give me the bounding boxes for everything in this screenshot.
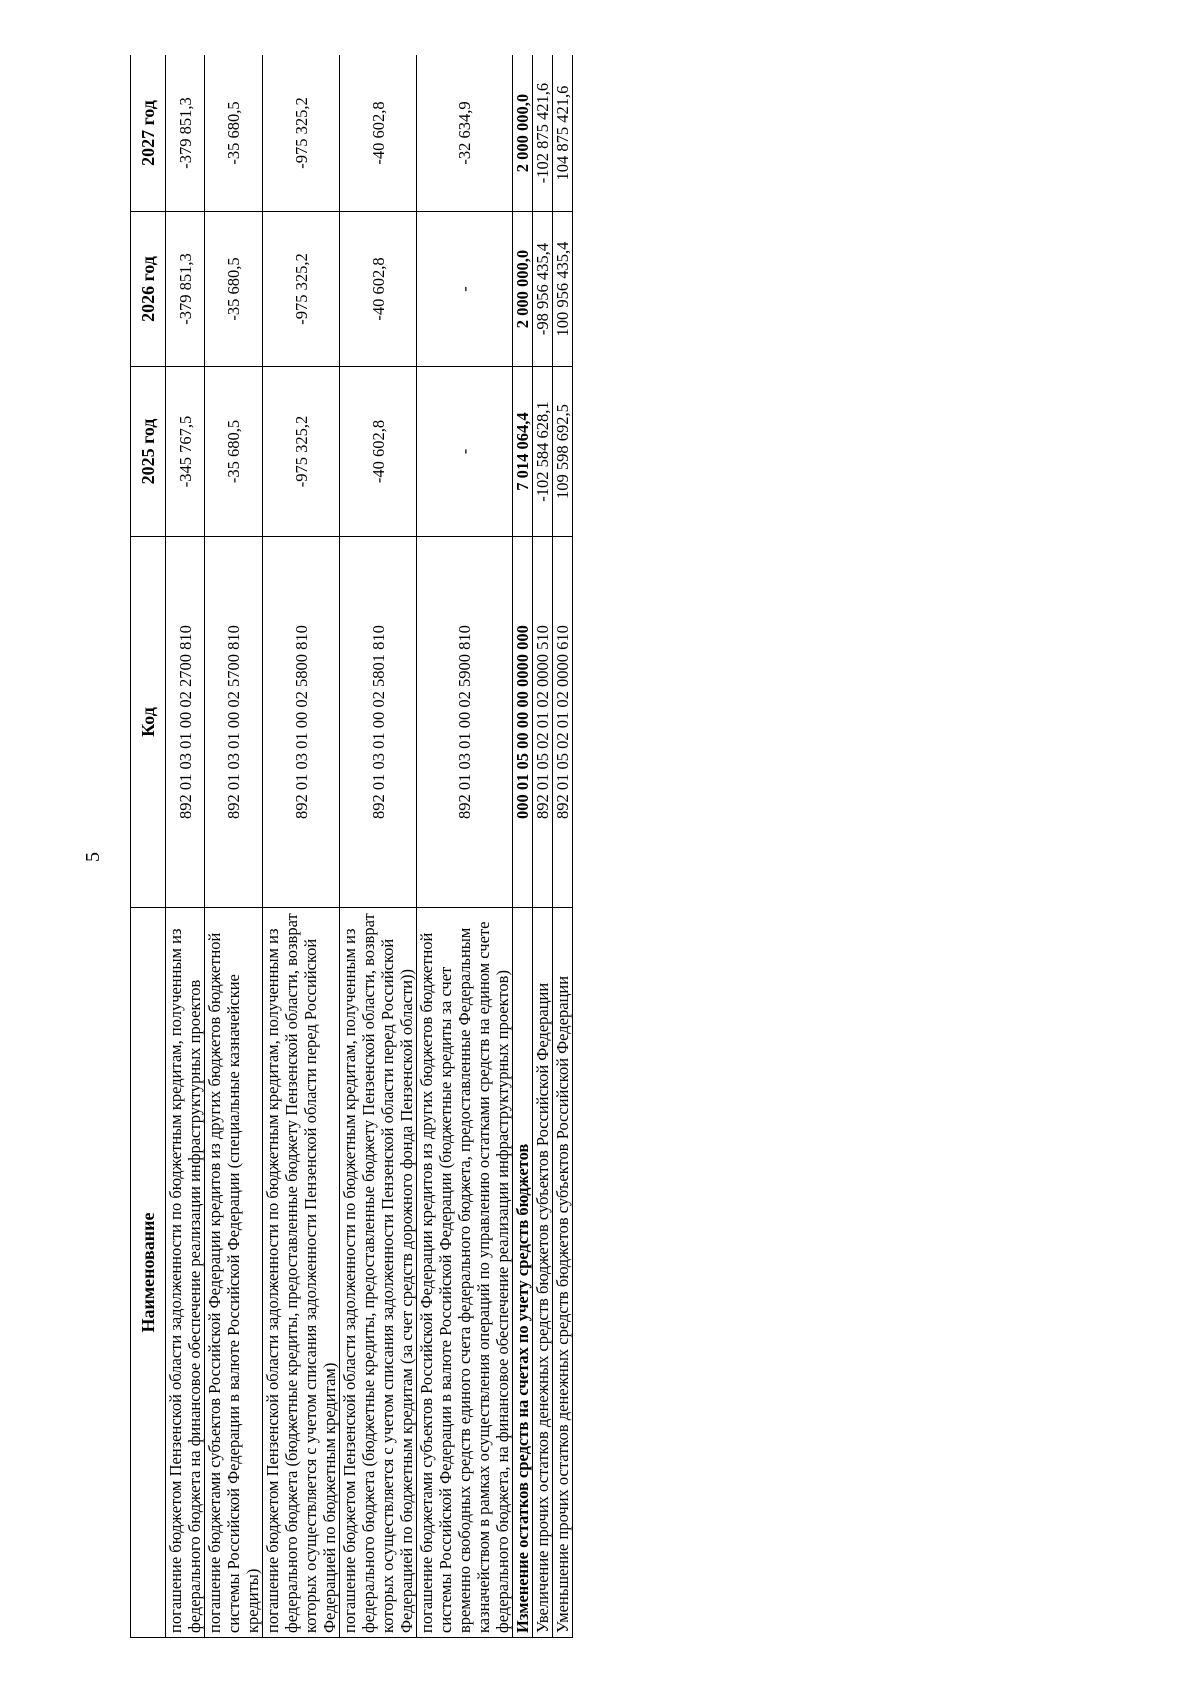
header-name: Наименование bbox=[131, 908, 166, 1638]
row-code-cell: 892 01 03 01 00 02 5801 810 bbox=[340, 537, 417, 908]
row-name-cell: Увеличение прочих остатков денежных средств бюджетов субъектов Российской Федерации bbox=[533, 908, 553, 1638]
budget-sources-table bbox=[130, 55, 573, 1638]
table-row bbox=[553, 55, 573, 1638]
header-year-2027: 2027 год bbox=[131, 55, 166, 212]
header-code: Код bbox=[131, 537, 166, 908]
row-value-2025: -345 767,5 bbox=[166, 367, 205, 537]
table-row bbox=[417, 55, 513, 1638]
row-value-2026: - bbox=[417, 212, 513, 367]
row-name-cell: Уменьшение прочих остатков денежных средств бюджетов субъектов Российской Федерации bbox=[553, 908, 573, 1638]
page-number: 5 bbox=[82, 852, 104, 862]
row-name-cell: погашение бюджетом Пензенской области задолженности по бюджетным кредитам, полученным из федерального бюджета на финансовое обеспечение реализации инфраструктурных проектов bbox=[166, 908, 205, 1638]
row-name-cell: погашение бюджетом Пензенской области задолженности по бюджетным кредитам, полученным из федерального бюджета (бюджетные кредиты, предоставленные бюджету Пензенской области, возврат которых осуществляется с учетом списания задолженности Пензенской области перед Российской Федерацией по бюджетным кредитам (за счет средств дорожного фонда Пензенской области)) bbox=[340, 908, 417, 1638]
row-value-2027: -32 634,9 bbox=[417, 55, 513, 212]
header-year-2026: 2026 год bbox=[131, 212, 166, 367]
row-value-2025: -975 325,2 bbox=[263, 367, 340, 537]
row-value-2027: 104 875 421,6 bbox=[553, 55, 573, 212]
row-name-cell: Изменение остатков средств на счетах по учету средств бюджетов bbox=[513, 908, 533, 1638]
row-value-2027: -975 325,2 bbox=[263, 55, 340, 212]
row-code-cell: 892 01 03 01 00 02 5800 810 bbox=[263, 537, 340, 908]
row-code-cell: 892 01 03 01 00 02 5900 810 bbox=[417, 537, 513, 908]
table-row bbox=[340, 55, 417, 1638]
row-value-2026: -379 851,3 bbox=[166, 212, 205, 367]
table-row bbox=[533, 55, 553, 1638]
table-row bbox=[205, 55, 263, 1638]
row-value-2027: -379 851,3 bbox=[166, 55, 205, 212]
row-name-cell: погашение бюджетами субъектов Российской Федерации кредитов из других бюджетов бюджетной системы Российской Федерации в валюте Российской Федерации (специальные казначейские кредиты) bbox=[205, 908, 263, 1638]
row-value-2026: -98 956 435,4 bbox=[533, 212, 553, 367]
table-row bbox=[166, 55, 205, 1638]
row-value-2025: 7 014 064,4 bbox=[513, 367, 533, 537]
table-row bbox=[513, 55, 533, 1638]
row-code-cell: 892 01 03 01 00 02 5700 810 bbox=[205, 537, 263, 908]
row-code-cell: 892 01 03 01 00 02 2700 810 bbox=[166, 537, 205, 908]
row-value-2026: -975 325,2 bbox=[263, 212, 340, 367]
header-year-2025: 2025 год bbox=[131, 367, 166, 537]
row-value-2027: -102 875 421,6 bbox=[533, 55, 553, 212]
row-code-cell: 892 01 05 02 01 02 0000 610 bbox=[553, 537, 573, 908]
row-code-cell: 000 01 05 00 00 00 0000 000 bbox=[513, 537, 533, 908]
budget-table-container bbox=[130, 55, 1058, 1638]
table-row bbox=[263, 55, 340, 1638]
row-value-2026: -40 602,8 bbox=[340, 212, 417, 367]
row-value-2027: -35 680,5 bbox=[205, 55, 263, 212]
row-value-2026: -35 680,5 bbox=[205, 212, 263, 367]
row-value-2025: -35 680,5 bbox=[205, 367, 263, 537]
row-value-2027: -40 602,8 bbox=[340, 55, 417, 212]
row-name-cell: погашение бюджетами субъектов Российской Федерации кредитов из других бюджетов бюджетной системы Российской Федерации в валюте Российской Федерации (бюджетные кредиты за счет временно свободных средств единого счета федерального бюджета, предоставленные Федеральным казначейством в рамках осуществления операций по управлению остатками средств на едином счете федерального бюджета, на финансовое обеспечение реализации инфраструктурных проектов) bbox=[417, 908, 513, 1638]
row-value-2025: -40 602,8 bbox=[340, 367, 417, 537]
row-code-cell: 892 01 05 02 01 02 0000 510 bbox=[533, 537, 553, 908]
row-value-2025: - bbox=[417, 367, 513, 537]
row-value-2025: -102 584 628,1 bbox=[533, 367, 553, 537]
table-header-row bbox=[131, 55, 166, 1638]
row-value-2027: 2 000 000,0 bbox=[513, 55, 533, 212]
row-name-cell: погашение бюджетом Пензенской области задолженности по бюджетным кредитам, полученным из федерального бюджета (бюджетные кредиты, предоставленные бюджету Пензенской области, возврат которых осуществляется с учетом списания задолженности Пензенской области перед Российской Федерацией по бюджетным кредитам) bbox=[263, 908, 340, 1638]
rotated-page-content bbox=[130, 55, 1058, 1638]
row-value-2026: 100 956 435,4 bbox=[553, 212, 573, 367]
row-value-2025: 109 598 692,5 bbox=[553, 367, 573, 537]
row-value-2026: 2 000 000,0 bbox=[513, 212, 533, 367]
